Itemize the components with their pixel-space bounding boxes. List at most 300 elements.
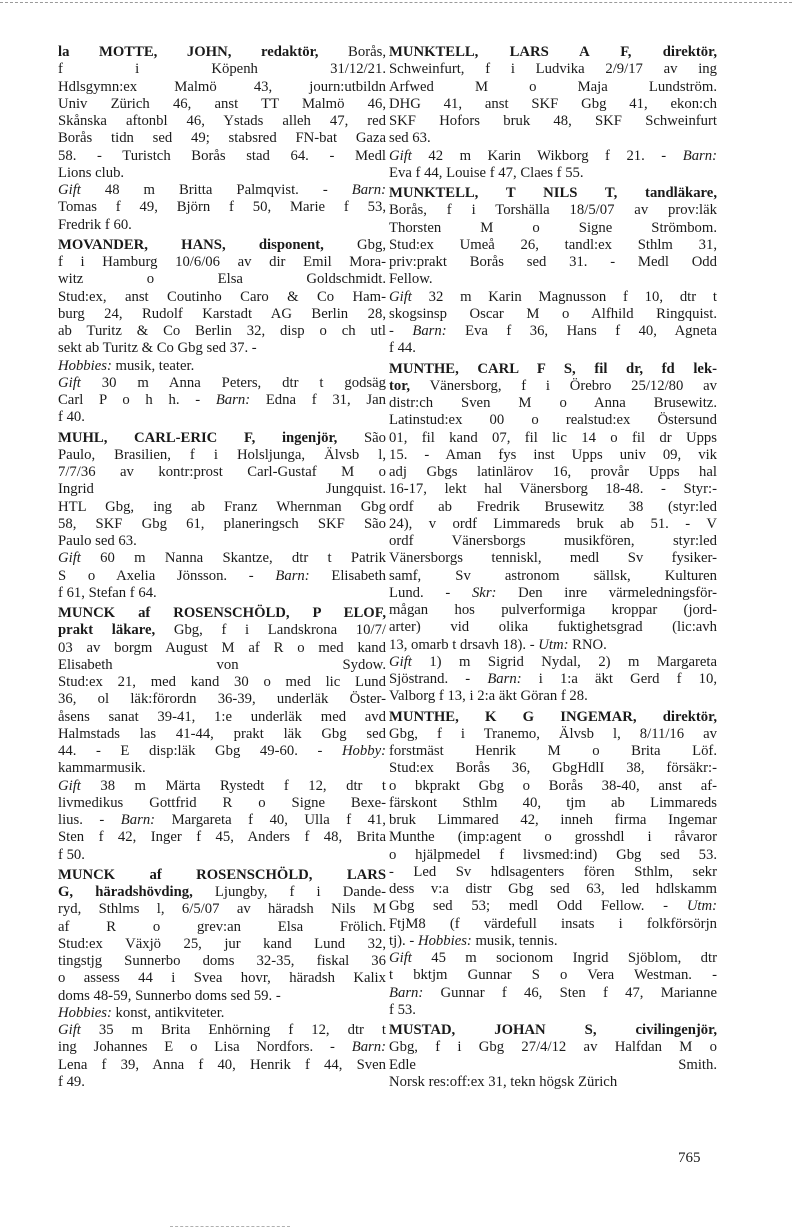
entry-line: [389, 395, 717, 412]
entry-line: [389, 933, 717, 950]
entry-line: [58, 640, 386, 657]
entry-line: [58, 936, 386, 953]
section-label: Gift: [389, 950, 412, 966]
entry-line: [389, 985, 717, 1002]
person-name: MUNTHE, K G INGEMAR,: [389, 708, 663, 725]
entry-heading-line: [389, 44, 717, 61]
entry-text: f i Köpenh 31/12/21.: [58, 61, 386, 78]
entry-line: [58, 1039, 386, 1056]
entry-text: kammarmusik.: [58, 760, 146, 777]
entry-line: [58, 130, 386, 147]
entry-line: [58, 919, 386, 936]
occupation: disponent,: [258, 236, 324, 253]
entry-line: [389, 743, 717, 760]
entry-line: [58, 79, 386, 96]
entry-line: [389, 916, 717, 933]
entry-line: [58, 778, 386, 795]
biography-entry: [58, 237, 386, 427]
entry-text: FtjM8 (f värdefull insats i folkförsörjn: [389, 915, 717, 932]
entry-line: [389, 726, 717, 743]
entry-text: 44. - E disp:läk Gbg 49-60. -: [58, 743, 342, 759]
entry-text: Gunnar f 46, Sten f 47, Marianne: [423, 984, 717, 1001]
entry-text: 32 m Karin Magnusson f 10, dtr t: [411, 288, 717, 305]
entry-line: [389, 864, 717, 881]
person-name: MUNTHE, CARL F S,: [389, 360, 595, 377]
entry-text: f 61, Stefan f 64.: [58, 584, 157, 601]
bottom-dotted-rule: [170, 1226, 290, 1227]
entry-text: Borås tidn sed 49; stabsred FN-bat Gaza: [58, 130, 386, 147]
entry-line: [58, 182, 386, 199]
entry-line: [58, 165, 386, 182]
entry-text: Lund. -: [389, 584, 472, 601]
entry-text: São: [337, 429, 387, 446]
entry-text: musik, teater.: [111, 357, 195, 374]
entry-line: [389, 464, 717, 481]
entry-text: åsens sanat 39-41, 1:e underläk med avd: [58, 708, 386, 725]
entry-line: [389, 79, 717, 96]
person-name: MUSTAD, JOHAN S,: [389, 1022, 636, 1038]
entry-line: [389, 516, 717, 533]
entry-line: [58, 726, 386, 743]
entry-line: [389, 585, 717, 602]
entry-text: Fellow.: [389, 271, 433, 288]
entry-line: [389, 165, 717, 182]
occupation: ingenjör,: [281, 429, 338, 446]
entry-text: adj Gbgs latinlärov 16, provår Upps hal: [389, 464, 717, 480]
entry-text: Gbg, f i Landskrona 10/7/: [155, 622, 386, 639]
entry-line: [58, 1005, 386, 1022]
entry-text: Gbg, f i Tranemo, Älvsb l, 8/11/16 av: [389, 725, 717, 742]
entry-line: [389, 1002, 717, 1019]
entry-line: [58, 340, 386, 357]
entry-text: Elisabeth: [309, 567, 386, 584]
entry-text: 01, fil kand 07, fil lic 14 o fil dr Upps: [389, 429, 717, 446]
entry-line: [58, 306, 386, 323]
occupation: tandläkare,: [645, 185, 717, 201]
entry-line: [389, 113, 717, 130]
entry-line: [58, 217, 386, 234]
entry-heading-line: [58, 867, 386, 884]
entry-text: distr:ch Sven M o Anna Brusewitz.: [389, 395, 717, 411]
entry-text: Carl P o h h. -: [58, 392, 216, 408]
person-name: la MOTTE, JOHN,: [58, 44, 261, 60]
section-label: Barn:: [351, 182, 386, 198]
entry-line: [58, 812, 386, 829]
entry-line: [389, 619, 717, 636]
entry-text: Valborg f 13, i 2:a äkt Göran f 28.: [389, 688, 588, 705]
entry-line: [58, 829, 386, 846]
entry-text: Eva f 36, Hans f 40, Agneta: [446, 323, 717, 339]
entry-text: Arfwed M o Maja Lundström.: [389, 78, 717, 95]
entry-line: [389, 289, 717, 306]
section-label: Barn:: [389, 984, 424, 1001]
entry-line: [389, 898, 717, 915]
entry-text: Stud:ex Borås 36, GbgHdlI 38, försäkr:-: [389, 760, 717, 777]
section-label: Gift: [389, 147, 412, 164]
entry-line: [58, 743, 386, 760]
occupation: fil dr, fd lek-: [594, 360, 717, 377]
entry-text: S o Axelia Jönsson. -: [58, 567, 276, 584]
biography-entry: [58, 605, 386, 864]
entry-text: RNO.: [568, 636, 607, 653]
entry-text: Halmstads las 41-44, prakt läk Gbg sed: [58, 725, 386, 742]
entry-text: Hdlsgymn:ex Malmö 43, journ:utbildn: [58, 78, 386, 95]
entry-text: 58, SKF Gbg 61, planeringsch SKF São: [58, 515, 386, 532]
entry-text: f 50.: [58, 846, 85, 863]
entry-line: [58, 447, 386, 464]
entry-text: bruk Limmared 42, inneh firma Ingemar: [389, 812, 717, 828]
entry-line: [389, 378, 717, 395]
entry-text: Lena f 39, Anna f 40, Henrik f 44, Sven: [58, 1056, 386, 1073]
entry-text: 42 m Karin Wikborg f 21. -: [411, 147, 683, 164]
entry-line: [58, 61, 386, 78]
entry-text: Gbg,: [323, 236, 386, 253]
entry-heading-line: [389, 185, 717, 202]
right-column: [389, 44, 717, 1094]
entry-line: [58, 199, 386, 216]
entry-line: [58, 358, 386, 375]
entry-text: witz o Elsa Goldschmidt.: [58, 271, 386, 288]
entry-line: [58, 375, 386, 392]
entry-line: [389, 881, 717, 898]
section-label: Barn:: [120, 812, 156, 828]
biography-entry: [58, 867, 386, 1091]
entry-text: 30 m Anna Peters, dtr t godsäg: [80, 374, 386, 391]
biography-entry: [389, 44, 717, 182]
section-label: Barn:: [412, 323, 447, 339]
entry-line: [58, 113, 386, 130]
entry-text: ordf Vänersborgs musikfören, styr:led: [389, 533, 717, 549]
occupation: tor,: [389, 377, 411, 394]
entry-text: Paulo sed 63.: [58, 533, 137, 549]
section-label: Barn:: [275, 567, 310, 584]
entry-text: ordf ab Fredrik Brusewitz 38 (styr:led: [389, 498, 717, 515]
entry-line: [389, 688, 717, 705]
entry-text: Latinstud:ex 00 o realstud:ex Östersund: [389, 412, 717, 429]
entry-line: [389, 447, 717, 464]
entry-line: [58, 254, 386, 271]
entry-line: [389, 202, 717, 219]
entry-line: [389, 1039, 717, 1056]
entry-text: Den inre värmeledningsför-: [496, 584, 717, 601]
entry-text: SKF Hofors bruk 48, SKF Schweinfurt: [389, 113, 717, 129]
entry-text: af R o grev:an Elsa Frölich.: [58, 918, 386, 935]
section-label: Gift: [389, 653, 412, 670]
entry-text: tj). -: [389, 932, 418, 949]
entry-text: doms 48-59, Sunnerbo doms sed 59. -: [58, 987, 281, 1004]
entry-text: Munthe (imp:agent o grosshdl i råvaror: [389, 829, 717, 846]
entry-text: Paulo, Brasilien, f i Holsljunga, Älvsb l,: [58, 446, 386, 463]
entry-line: [58, 847, 386, 864]
section-label: Utm:: [538, 636, 569, 653]
entry-line: [389, 481, 717, 498]
entry-text: Margareta f 40, Ulla f 41,: [155, 812, 386, 828]
entry-heading-line: [389, 361, 717, 378]
entry-text: Stud:ex Växjö 25, jur kand Lund 32,: [58, 935, 386, 952]
entry-line: [58, 657, 386, 674]
entry-line: [389, 61, 717, 78]
person-name: MOVANDER, HANS,: [58, 236, 259, 253]
entry-line: [58, 464, 386, 481]
entry-text: 36, ol läk:förordn 36-39, underläk Öster-: [58, 691, 386, 708]
entry-line: [58, 568, 386, 585]
occupation: G, häradshövding,: [58, 884, 193, 900]
section-label: Hobbies:: [58, 1004, 112, 1021]
entry-text: 16-17, lekt hal Vänersborg 18-48. - Styr:-: [389, 481, 717, 498]
entry-text: f 53.: [389, 1001, 416, 1018]
entry-line: [389, 847, 717, 864]
entry-line: [389, 533, 717, 550]
entry-line: [58, 795, 386, 812]
section-label: Gift: [58, 1022, 81, 1038]
section-label: Gift: [389, 288, 412, 305]
entry-text: f 49.: [58, 1073, 85, 1090]
entry-text: Schweinfurt, f i Ludvika 2/9/17 av ing: [389, 61, 717, 78]
entry-text: forstmäst Henrik M o Brita Löf.: [389, 743, 717, 759]
section-label: Gift: [58, 374, 81, 391]
section-label: Hobbies:: [417, 932, 472, 949]
entry-heading-line: [58, 237, 386, 254]
entry-line: [58, 481, 386, 498]
entry-text: Borås, f i Torshälla 18/5/07 av prov:läk: [389, 202, 717, 219]
entry-line: [389, 950, 717, 967]
biography-entry: [389, 361, 717, 706]
entry-line: [58, 901, 386, 918]
occupation: redaktör,: [260, 44, 319, 60]
entry-line: [58, 148, 386, 165]
entry-text: livmedikus Gottfrid R o Signe Bexe-: [58, 794, 386, 811]
entry-text: 35 m Brita Enhörning f 12, dtr t: [80, 1022, 386, 1038]
entry-text: tingstjg Sunnerbo doms 32-35, fiskal 36: [58, 953, 386, 969]
entry-text: i 1:a äkt Gerd f 10,: [521, 671, 717, 687]
section-label: Hobby:: [341, 743, 386, 759]
entry-line: [389, 654, 717, 671]
entry-line: [58, 970, 386, 987]
entry-text: skogsinsp Oscar M o Alfhild Ringquist.: [389, 305, 717, 322]
entry-line: [389, 967, 717, 984]
section-label: Gift: [58, 777, 81, 794]
entry-line: [58, 1057, 386, 1074]
entry-text: Univ Zürich 46, anst TT Malmö 46,: [58, 95, 386, 112]
entry-line: [58, 409, 386, 426]
entry-text: ab Turitz & Co Berlin 32, disp o ch utl: [58, 323, 386, 339]
entry-text: Vänersborgs tenniskl, medl Sv fysiker-: [389, 550, 717, 567]
entry-text: ing Johannes E o Lisa Nordfors. -: [58, 1039, 352, 1056]
entry-line: [389, 430, 717, 447]
entry-text: Edna f 31, Jan: [250, 392, 386, 408]
entry-text: Thorsten M o Signe Strömbom.: [389, 219, 717, 236]
entry-text: Skånska aftonbl 46, Ystads alleh 47, red: [58, 113, 386, 129]
entry-text: Ingrid Jungquist.: [58, 481, 386, 498]
entry-text: Lions club.: [58, 164, 125, 181]
entry-text: sed 63.: [389, 130, 431, 147]
entry-text: Gbg sed 53; medl Odd Fellow. -: [389, 898, 687, 915]
entry-text: Norsk res:off:ex 31, tekn högsk Zürich: [389, 1073, 618, 1090]
entry-heading-line: [58, 44, 386, 61]
section-label: Barn:: [215, 392, 251, 408]
section-label: Barn:: [351, 1039, 386, 1056]
entry-line: [58, 1074, 386, 1091]
entry-text: HTL Gbg, ing ab Franz Whernman Gbg: [58, 498, 386, 515]
section-label: Skr:: [471, 584, 497, 601]
entry-line: [389, 96, 717, 113]
entry-line: [389, 550, 717, 567]
person-name: MUHL, CARL-ERIC F,: [58, 429, 282, 446]
entry-line: [58, 96, 386, 113]
section-label: Gift: [58, 550, 81, 567]
entry-text: 45 m socionom Ingrid Sjöblom, dtr: [411, 950, 717, 966]
entry-text: 13, omarb t drsavh 18). -: [389, 636, 539, 653]
entry-text: Borås,: [318, 44, 386, 60]
entry-text: 60 m Nanna Skantze, dtr t Patrik: [80, 550, 386, 567]
entry-line: [389, 220, 717, 237]
entry-line: [58, 499, 386, 516]
biography-entry: [58, 430, 386, 603]
entry-heading-line: [389, 1022, 717, 1039]
entry-text: 38 m Märta Rystedt f 12, dtr t: [80, 777, 386, 794]
section-label: Gift: [58, 182, 81, 198]
entry-line: [389, 237, 717, 254]
entry-text: dess v:a distr Gbg sed 63, led hdlskamm: [389, 881, 717, 897]
entry-text: ryd, Sthlms l, 6/5/07 av häradsh Nils M: [58, 901, 386, 918]
entry-text: Tomas f 49, Björn f 50, Marie f 53,: [58, 199, 386, 216]
entry-line: [58, 289, 386, 306]
entry-line: [58, 884, 386, 901]
entry-text: 24), v ordf Limmareds bruk ab 51. - V: [389, 515, 717, 532]
entry-line: [58, 323, 386, 340]
entry-line: [58, 760, 386, 777]
entry-text: Ljungby, f i Dande-: [192, 884, 386, 900]
section-label: Hobbies:: [58, 357, 112, 374]
person-name: MUNKTELL, LARS A F,: [389, 44, 663, 60]
entry-text: Stud:ex 21, med kand 30 o med lic Lund: [58, 674, 386, 690]
occupation: direktör,: [662, 708, 717, 725]
entry-text: t bktjm Gunnar S o Vera Westman. -: [389, 967, 717, 984]
entry-line: [389, 829, 717, 846]
entry-line: [389, 323, 717, 340]
entry-line: [389, 760, 717, 777]
entry-text: 03 av borgm August M af R o med kand: [58, 639, 386, 656]
top-dotted-rule: [0, 2, 792, 3]
person-name: MUNKTELL, T NILS T,: [389, 185, 646, 201]
entry-line: [389, 271, 717, 288]
occupation: civilingenjör,: [635, 1022, 717, 1038]
entry-line: [58, 622, 386, 639]
entry-text: Elisabeth von Sydow.: [58, 656, 386, 673]
entry-text: Fredrik f 60.: [58, 216, 132, 233]
entry-text: mågan hos pulverformiga kroppar (jord-: [389, 602, 717, 618]
entry-text: o bkprakt Gbg o Borås 38-40, anst af-: [389, 777, 717, 794]
entry-heading-line: [389, 709, 717, 726]
entry-text: 7/7/36 av kontr:prost Carl-Gustaf M o: [58, 464, 386, 480]
entry-text: Sten f 42, Inger f 45, Anders f 48, Brita: [58, 829, 386, 846]
entry-line: [389, 795, 717, 812]
entry-line: [389, 306, 717, 323]
section-label: Utm:: [686, 898, 717, 915]
entry-line: [58, 271, 386, 288]
entry-line: [58, 516, 386, 533]
entry-line: [389, 568, 717, 585]
entry-line: [58, 674, 386, 691]
person-name: MUNCK af ROSENSCHÖLD, LARS: [58, 866, 386, 883]
entry-text: -: [389, 323, 413, 339]
entry-text: lius. -: [58, 812, 121, 828]
entry-line: [58, 709, 386, 726]
entry-line: [389, 412, 717, 429]
entry-line: [58, 1022, 386, 1039]
entry-text: konst, antikviteter.: [111, 1004, 225, 1021]
entry-text: färskont Sthlm 40, tjm ab Limmareds: [389, 794, 717, 811]
person-name: MUNCK af ROSENSCHÖLD, P ELOF,: [58, 605, 386, 621]
entry-line: [389, 340, 717, 357]
entry-text: arter) vid olika fuktighetsgrad (lic:avh: [389, 619, 717, 636]
entry-line: [389, 254, 717, 271]
entry-line: [389, 148, 717, 165]
entry-line: [58, 953, 386, 970]
entry-text: Eva f 44, Louise f 47, Claes f 55.: [389, 164, 584, 181]
entry-text: samf, Sv astronom sällsk, Kulturen: [389, 567, 717, 584]
entry-line: [58, 988, 386, 1005]
page-number: 765: [678, 1150, 701, 1166]
entry-line: [389, 637, 717, 654]
entry-text: 15. - Aman fys inst Upps univ 09, vik: [389, 446, 717, 463]
entry-text: 58. - Turistch Borås stad 64. - Medl: [58, 147, 386, 164]
entry-line: [58, 550, 386, 567]
entry-text: Stud:ex, anst Coutinho Caro & Co Ham-: [58, 288, 386, 305]
entry-line: [389, 1057, 717, 1074]
entry-text: Stud:ex Umeå 26, tandl:ex Sthlm 31,: [389, 236, 717, 253]
occupation: prakt läkare,: [58, 622, 156, 639]
entry-line: [389, 499, 717, 516]
entry-text: 48 m Britta Palmqvist. -: [80, 182, 352, 198]
entry-text: - Led Sv hdlsagenters fören Sthlm, sekr: [389, 863, 717, 880]
entry-text: o hjälpmedel f livsmed:ind) Gbg sed 53.: [389, 846, 717, 863]
entry-line: [389, 778, 717, 795]
entry-heading-line: [58, 430, 386, 447]
biography-entry: [389, 1022, 717, 1091]
entry-text: o assess 44 i Svea hovr, häradsh Kalix: [58, 970, 386, 987]
entry-line: [389, 602, 717, 619]
entry-line: [389, 130, 717, 147]
entry-line: [389, 812, 717, 829]
biography-entry: [389, 709, 717, 1020]
section-label: Barn:: [487, 671, 522, 687]
left-column: [58, 44, 386, 1094]
section-label: Barn:: [682, 147, 717, 164]
entry-text: priv:prakt Borås sed 31. - Medl Odd: [389, 254, 717, 270]
biography-entry: [389, 185, 717, 358]
entry-line: [58, 533, 386, 550]
entry-line: [58, 585, 386, 602]
entry-text: f 44.: [389, 340, 416, 357]
biography-entry: [58, 44, 386, 234]
entry-line: [389, 671, 717, 688]
entry-text: musik, tennis.: [471, 932, 558, 949]
occupation: direktör,: [662, 44, 717, 60]
entry-text: 1) m Sigrid Nydal, 2) m Margareta: [411, 653, 717, 670]
entry-line: [58, 392, 386, 409]
entry-text: sekt ab Turitz & Co Gbg sed 37. -: [58, 340, 257, 357]
entry-text: Sjöstrand. -: [389, 671, 488, 687]
entry-line: [389, 1074, 717, 1091]
entry-text: Gbg, f i Gbg 27/4/12 av Halfdan M o: [389, 1039, 717, 1056]
entry-line: [58, 691, 386, 708]
entry-text: f 40.: [58, 409, 85, 426]
entry-heading-line: [58, 605, 386, 622]
entry-text: Edle Smith.: [389, 1056, 717, 1073]
entry-text: burg 24, Rudolf Karstadt AG Berlin 28,: [58, 305, 386, 322]
entry-text: DHG 41, anst SKF Gbg 41, ekon:ch: [389, 95, 717, 112]
